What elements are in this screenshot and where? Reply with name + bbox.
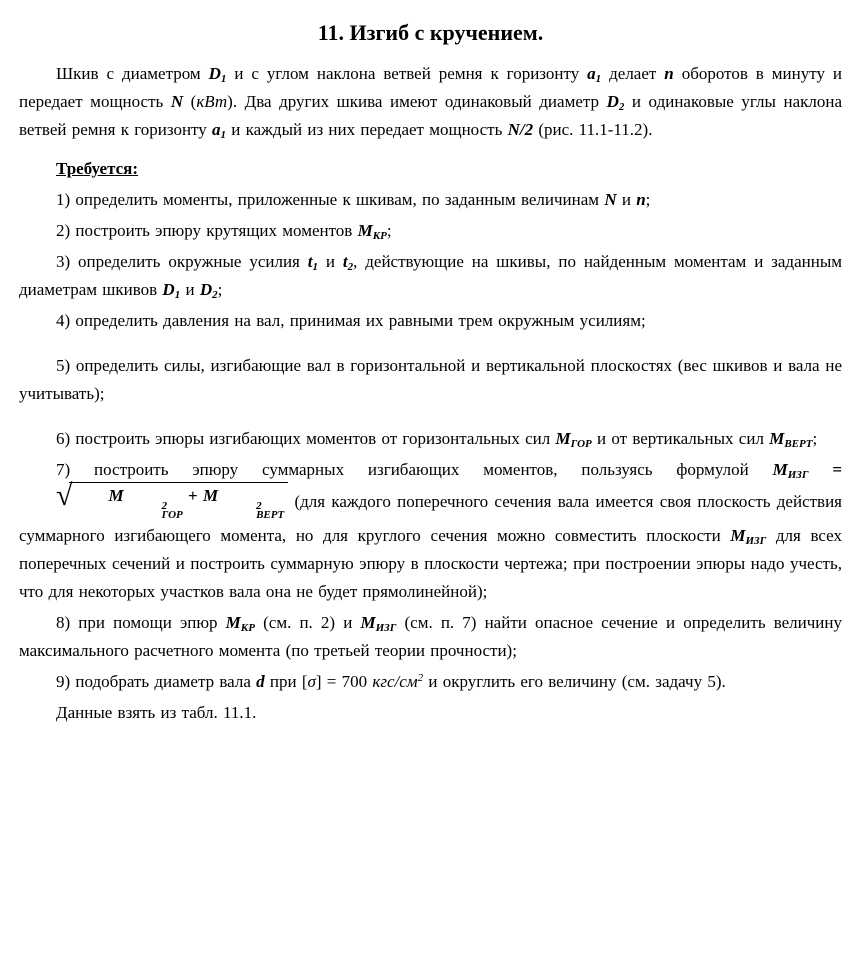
text-run: Требуется: [56, 159, 139, 178]
text-run: и от вертикальных сил [591, 429, 770, 448]
subscript-run: 1 [312, 261, 318, 273]
text-run: Данные взять из табл. 11.1. [56, 703, 257, 722]
item-9 [19, 668, 842, 696]
text-run: M [357, 221, 373, 240]
text-run: 8) при помощи эпюр [56, 613, 226, 632]
text-run: D [199, 280, 213, 299]
subscript-run: КР [240, 622, 255, 634]
subscript-run: ВЕРТ [784, 438, 813, 450]
page-title: 11. Изгиб с кручением. [317, 20, 544, 45]
text-run: a [587, 64, 596, 83]
text-run: D [162, 280, 175, 299]
closing-note [19, 699, 842, 727]
text-run: ; [217, 280, 223, 299]
text-run: и [318, 252, 343, 271]
item-6 [19, 425, 842, 453]
text-run: для всех поперечных сечений и построить суммарную эпюру в плоскости чертежа; при построении эпюры надо учесть, что для некоторых участков вала она не будет прямолинейной); [19, 526, 842, 601]
item-1 [19, 186, 842, 214]
stacked-script [124, 502, 183, 520]
subscript-run: 2 [347, 261, 354, 273]
text-run: + [182, 486, 203, 505]
subscript-run: 2 [618, 101, 625, 113]
text-run: при [ [264, 672, 308, 691]
text-run: D [606, 92, 619, 111]
superscript-run: 2 [256, 500, 262, 512]
text-run: N [170, 92, 184, 111]
text-run: M [360, 613, 376, 632]
text-run: (рис. 11.1-11.2). [533, 120, 653, 139]
text-run: ). Два других шкива имеют одинаковый диаметр [227, 92, 607, 111]
text-run: n [636, 190, 646, 209]
item-3 [19, 248, 842, 304]
text-run: 3) определить окружные усилия [56, 252, 308, 271]
subscript-run: 1 [220, 129, 227, 141]
subscript-run: ВЕРТ [256, 509, 285, 521]
item-2 [19, 217, 842, 245]
text-run: (см. п. 2) и [254, 613, 361, 632]
intro-paragraph [19, 60, 842, 144]
text-run: t [307, 252, 313, 271]
subscript-run: 1 [220, 73, 227, 85]
sqrt-expression [19, 479, 288, 521]
text-run: и каждый из них передает мощность [226, 120, 508, 139]
subscript-run: ГОР [570, 438, 592, 450]
text-run: M [730, 526, 746, 545]
text-run: ] = 700 [315, 672, 373, 691]
text-run: = [808, 460, 843, 479]
item-7 [19, 456, 842, 606]
stacked-script [218, 502, 284, 520]
text-run: и одинаковые углы наклона ветвей ремня к горизонту [19, 92, 843, 139]
text-run: и округлить его величину (см. задачу 5). [423, 672, 726, 691]
subscript-run: 1 [595, 73, 602, 85]
text-run: M [772, 460, 788, 479]
item-8 [19, 609, 842, 665]
required-heading [19, 155, 842, 183]
item-5 [19, 352, 842, 408]
text-run: M [202, 486, 219, 505]
document-body [19, 60, 842, 727]
text-run: 4) определить давления на вал, принимая их равными трем окружным усилиям; [56, 311, 646, 330]
text-run: 7) построить эпюру суммарных изгибающих моментов, пользуясь формулой [56, 460, 773, 479]
text-run: t [342, 252, 348, 271]
text-run: , действующие на шкивы, по найденным моментам и заданным диаметрам шкивов [19, 252, 843, 299]
text-run: ; [645, 190, 651, 209]
text-run: (для каждого поперечного сечения вала имеется своя плоскость действия суммарного изгибающего момента, но для круглого сечения можно совместить плоскости [19, 491, 842, 545]
text-run: ; [386, 221, 392, 240]
text-run: 5) определить силы, изгибающие вал в горизонтальной и вертикальной плоскостях (вес шкивов и вала не учитывать); [19, 356, 842, 403]
text-run: M [108, 486, 124, 505]
subscript-run: ИЗГ [375, 622, 397, 634]
text-run: 2) построить эпюру крутящих моментов [56, 221, 358, 240]
text-run: кВт [196, 92, 228, 111]
text-run: Шкив с диаметром [56, 64, 209, 83]
text-run: и [180, 280, 200, 299]
subscript-run: 1 [174, 289, 181, 301]
text-run: n [664, 64, 674, 83]
text-run: M [555, 429, 571, 448]
radicand [69, 482, 288, 520]
text-run: D [208, 64, 221, 83]
text-run: N [604, 190, 617, 209]
text-run: ( [183, 92, 197, 111]
text-run: кгс/см [372, 672, 418, 691]
text-run: ; [812, 429, 818, 448]
superscript-run: 2 [417, 672, 424, 684]
text-run: N/2 [507, 120, 534, 139]
text-run: 9) подобрать диаметр вала [56, 672, 257, 691]
superscript-run: 2 [161, 500, 168, 512]
text-run: a [212, 120, 221, 139]
text-run: M [769, 429, 785, 448]
subscript-run: ГОР [161, 509, 183, 521]
subscript-run: 2 [212, 289, 218, 301]
text-run: 6) построить эпюры изгибающих моментов от горизонтальных сил [56, 429, 556, 448]
text-run: M [225, 613, 241, 632]
text-run: 1) определить моменты, приложенные к шкивам, по заданным величинам [56, 190, 605, 209]
text-run: и [616, 190, 637, 209]
text-run: делает [601, 64, 665, 83]
text-run: и с углом наклона ветвей ремня к горизонту [226, 64, 588, 83]
text-run: d [256, 672, 265, 691]
text-run: оборотов в минуту и передает мощность [19, 64, 842, 111]
item-4 [19, 307, 842, 335]
subscript-run: ИЗГ [745, 535, 767, 547]
subscript-run: КР [372, 230, 387, 242]
radical-sign: √ [56, 479, 73, 512]
text-run: σ [307, 672, 316, 691]
text-run: (см. п. 7) найти опасное сечение и определить величину максимального расчетного момента (по третьей теории прочности); [19, 613, 842, 660]
subscript-run: ИЗГ [787, 469, 809, 481]
